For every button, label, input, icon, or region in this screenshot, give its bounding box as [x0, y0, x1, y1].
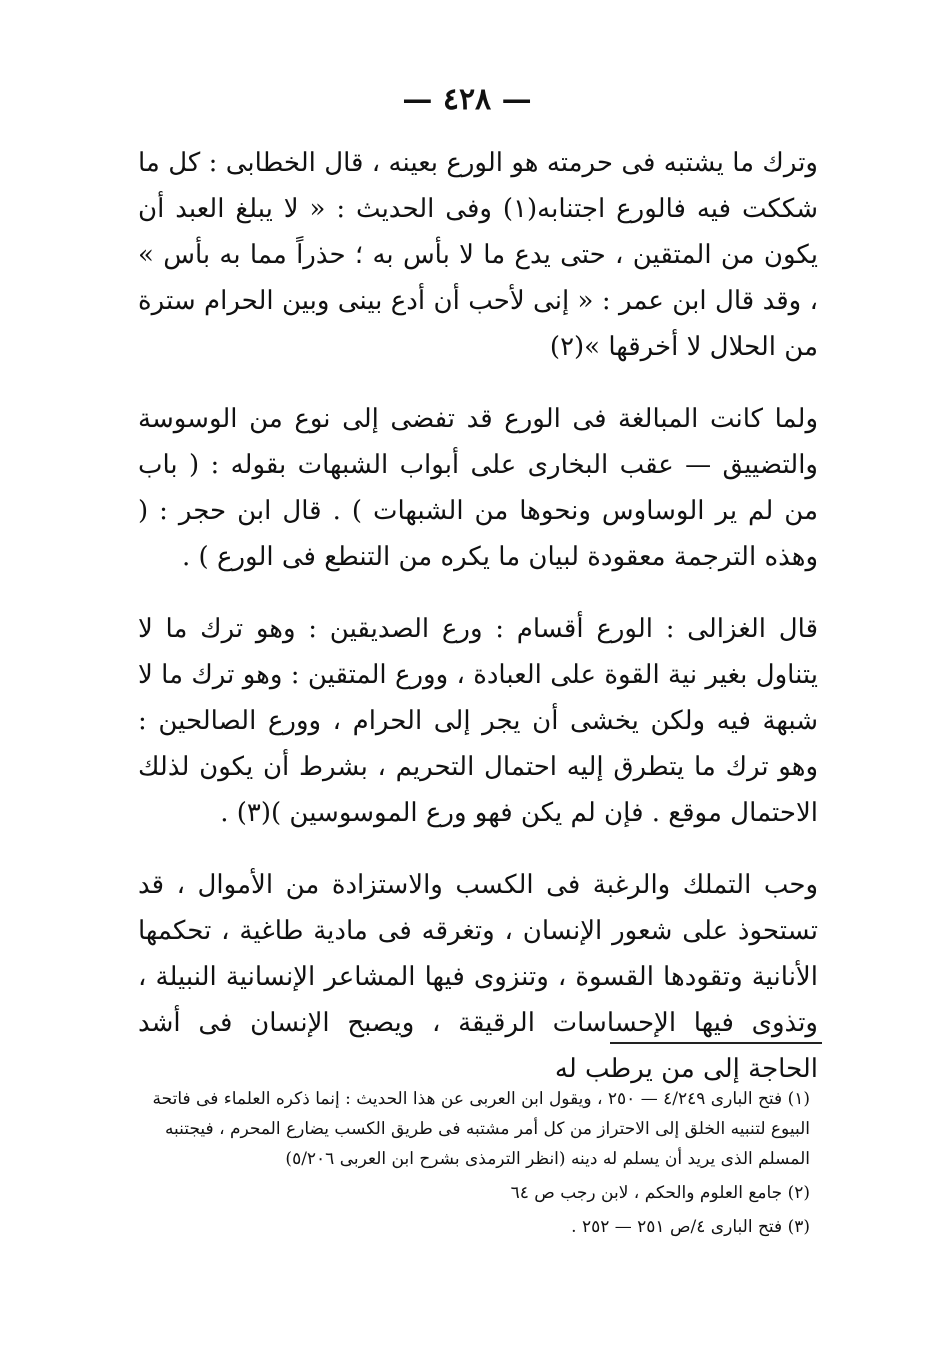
- paragraph-4: وحب التملك والرغبة فى الكسب والاستزادة من الأموال ، قد تستحوذ على شعور الإنسان ، وتغرقه فى مادية طاغية ، تحكمها الأنانية وتقودها القسوة ، وتنزوى فيها المشاعر الإنسانية النبيلة ، وتذوى فيها الإحساسات الرقيقة ، ويصبح الإنسان فى أشد الحاجة إلى من يرطب له: [138, 870, 818, 1084]
- paragraph-1: وترك ما يشتبه فى حرمته هو الورع بعينه ، قال الخطابى : كل ما شككت فيه فالورع اجتنابه(١) وفى الحديث : « لا يبلغ العبد أن يكون من المتقين ، حتى يدع ما لا بأس به ؛ حذراً مما به بأس » ، وقد قال ابن عمر : « إنى لأحب أن أدع بينى وبين الحرام سترة من الحلال لا أخرقها »(٢): [138, 148, 819, 362]
- footnote-divider: [610, 1042, 822, 1044]
- footnote-2: (٢) جامع العلوم والحكم ، لابن رجب ص ٦٤: [510, 1183, 810, 1203]
- paragraph-2: ولما كانت المبالغة فى الورع قد تفضى إلى نوع من الوسوسة والتضييق — عقب البخارى على أبواب الشبهات بقوله : ( باب من لم ير الوساوس ونحوها من الشبهات ) . قال ابن حجر : ( وهذه الترجمة معقودة لبيان ما يكره من التنطع فى الورع ) .: [138, 404, 818, 572]
- body-text: [138, 140, 818, 1092]
- page-number: — ٤٢٨ —: [402, 82, 532, 117]
- footnote-1: (١) فتح البارى ٤/٢٤٩ — ٢٥٠ ، ويقول ابن العربى عن هذا الحديث : إنما ذكره العلماء فى فاتحة البيوع لتنبيه الخلق إلى الاحتراز من كل أمر مشتبه فى طريق الكسب يضارع المحرم ، فيجتنبه المسلم الذى يريد أن يسلم له دينه (انظر الترمذى بشرح ابن العربى ٥/٢٠٦): [152, 1089, 810, 1169]
- paragraph-3: قال الغزالى : الورع أقسام : ورع الصديقين : وهو ترك ما لا يتناول بغير نية القوة على العبادة ، وورع المتقين : وهو ترك ما لا شبهة فيه ولكن يخشى أن يجر إلى الحرام ، وورع الصالحين : وهو ترك ما يتطرق إليه احتمال التحريم ، بشرط أن يكون لذلك الاحتمال موقع . فإن لم يكن فهو ورع الموسوسين )(٣) .: [138, 614, 818, 828]
- footnote-3: (٣) فتح البارى ٤/ص ٢٥١ — ٢٥٢ .: [571, 1217, 810, 1237]
- footnotes: [150, 1084, 810, 1242]
